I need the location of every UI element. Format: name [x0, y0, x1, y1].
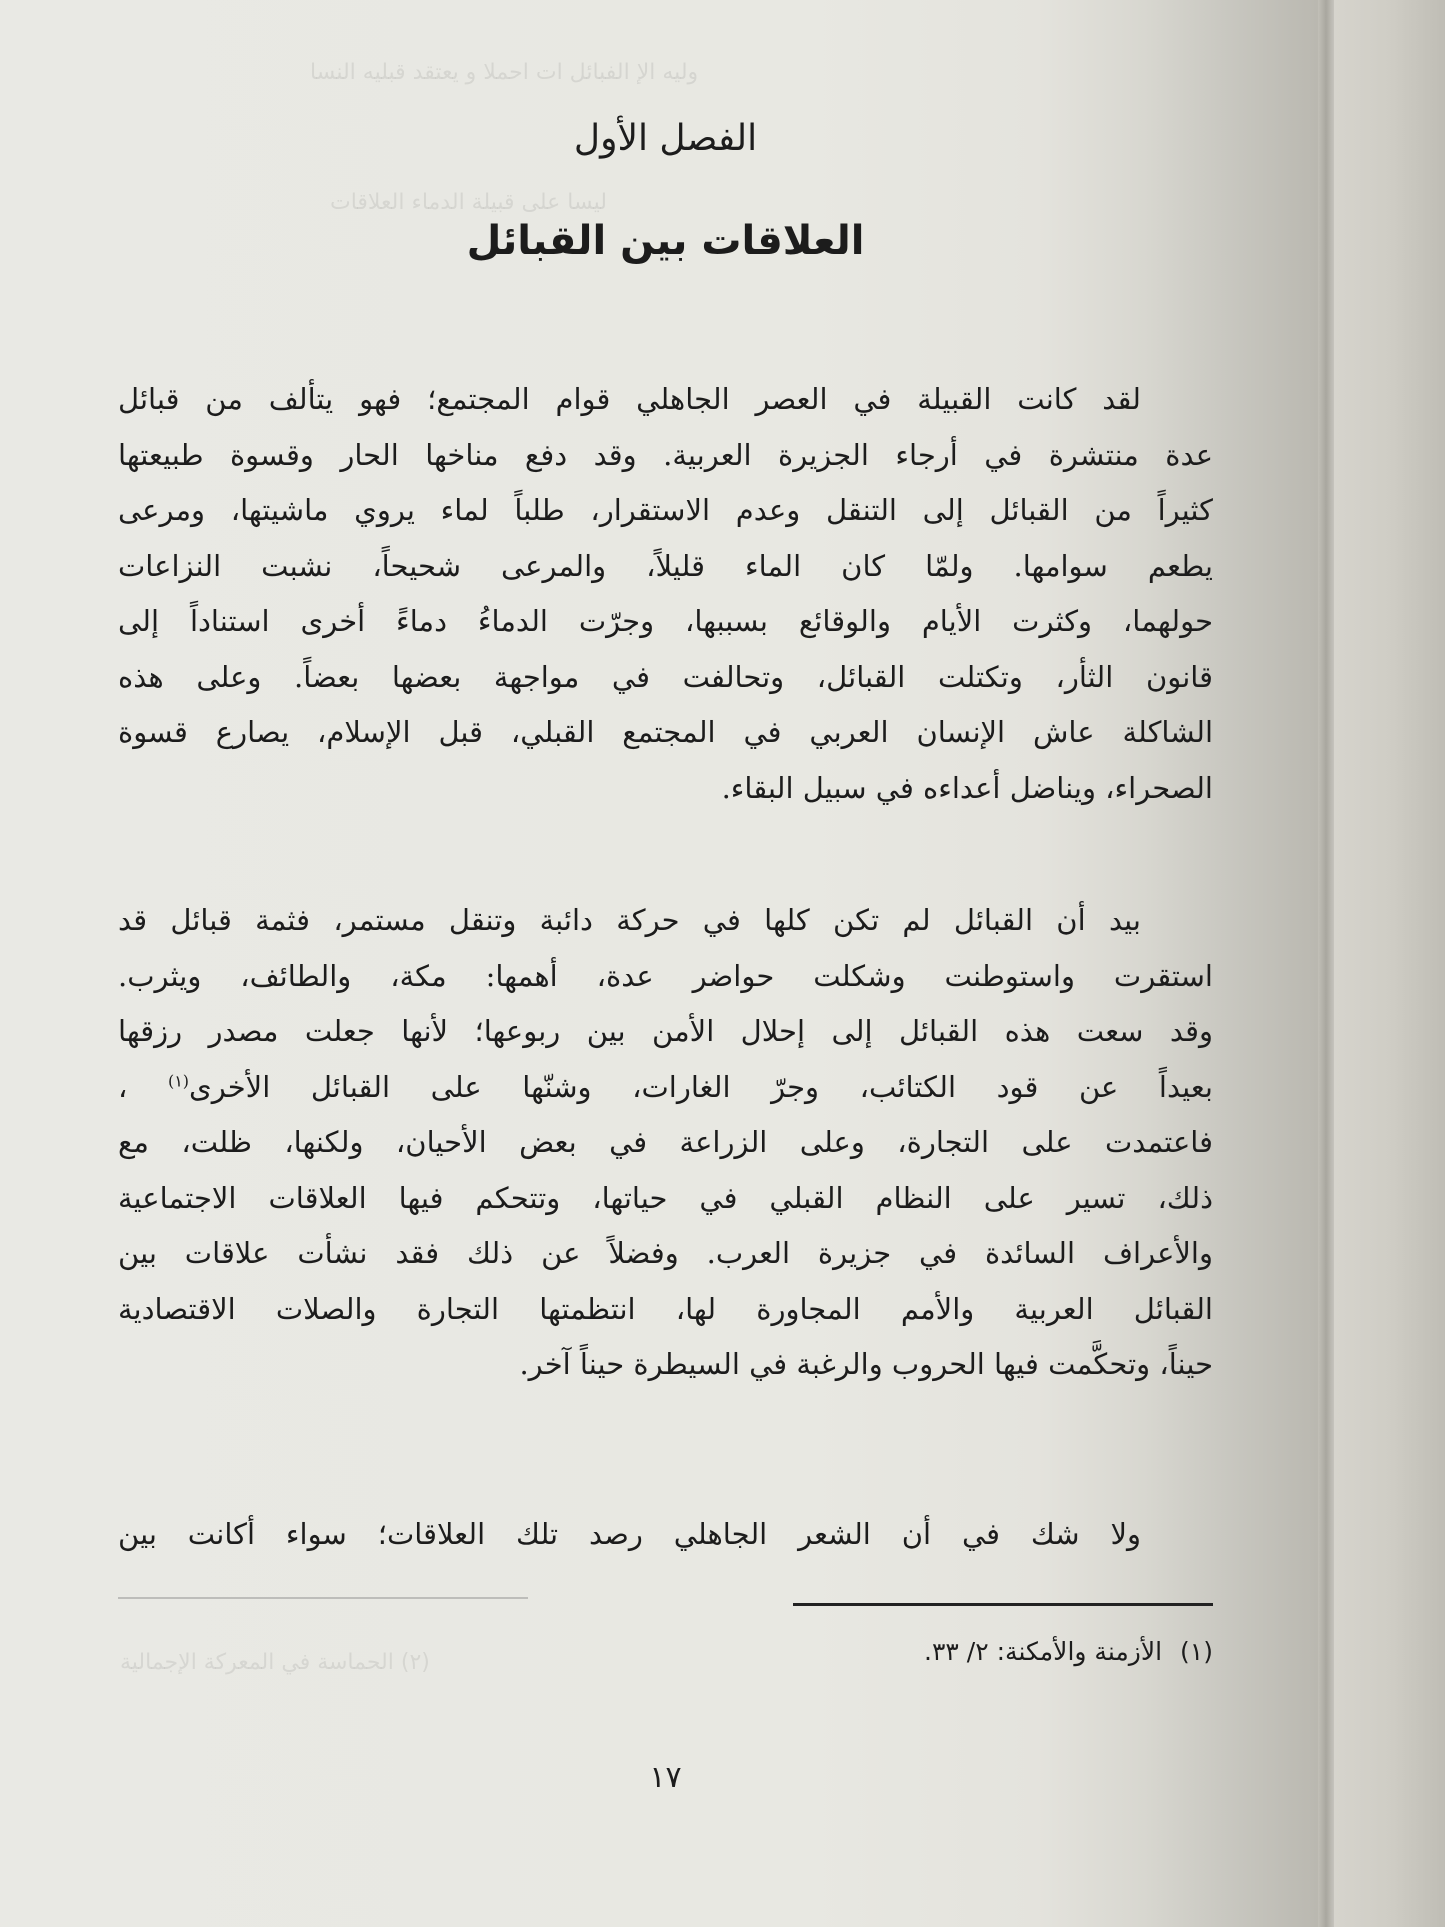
text-line: قانون الثأر، وتكتلت القبائل، وتحالفت في مواجهة بعضها بعضاً. وعلى هذه	[118, 659, 1213, 694]
page-number: ١٧	[649, 1760, 682, 1795]
text-line: ولا شك في أن الشعر الجاهلي رصد تلك العلاقات؛ سواء أكانت بين	[118, 1517, 1141, 1551]
bleed-through-text: ليسا على قبيلة الدماء العلاقات	[330, 190, 607, 215]
footnote-reference[interactable]: (١)	[167, 1070, 190, 1090]
chapter-label: الفصل الأول	[573, 118, 758, 159]
text-line: الصحراء، ويناضل أعداءه في سبيل البقاء.	[721, 770, 1213, 805]
text-line: يطعم سوامها. ولمّا كان الماء قليلاً، والمرعى شحيحاً، نشبت النزاعات	[118, 548, 1213, 583]
bleed-through-rule	[118, 1597, 528, 1599]
text-line: حيناً، وتحكَّمت فيها الحروب والرغبة في السيطرة حيناً آخر.	[519, 1347, 1213, 1381]
bleed-through-text: (٢) الحماسة في المعركة الإجمالية	[120, 1650, 430, 1675]
text-line: بيد أن القبائل لم تكن كلها في حركة دائبة وتنقل مستمر، فثمة قبائل قد	[118, 903, 1141, 937]
text-segment: بعيداً عن قود الكتائب، وجرّ الغارات، وشنّها على القبائل الأخرى	[189, 1069, 1213, 1104]
book-spine-gutter	[1318, 0, 1334, 1927]
chapter-title: العلاقات بين القبائل	[466, 218, 865, 264]
punctuation: ،	[118, 1069, 128, 1104]
footnote-1	[924, 1637, 1213, 1666]
text-line: لقد كانت القبيلة في العصر الجاهلي قوام المجتمع؛ فهو يتألف من قبائل	[118, 382, 1141, 416]
text-line: وقد سعت هذه القبائل إلى إحلال الأمن بين ربوعها؛ لأنها جعلت مصدر رزقها	[118, 1014, 1213, 1048]
adjacent-page-edge	[1334, 0, 1445, 1927]
footnote-text: الأزمنة والأمكنة: ٢/ ٣٣.	[924, 1637, 1163, 1666]
text-line: كثيراً من القبائل إلى التنقل وعدم الاستقرار، طلباً لماء يروي ماشيتها، ومرعى	[118, 493, 1213, 527]
paragraph-1	[118, 372, 1213, 816]
bleed-through-text: وليه الإ الفبائل ات احملا و يعتقد قبليه النسا	[310, 60, 699, 85]
text-line: استقرت واستوطنت وشكلت حواضر عدة، أهمها: مكة، والطائف، ويثرب.	[118, 958, 1213, 993]
text-line-with-footnote	[118, 1060, 1213, 1116]
text-line: القبائل العربية والأمم المجاورة لها، انتظمتها التجارة والصلات الاقتصادية	[118, 1291, 1213, 1326]
footnote-separator	[793, 1603, 1213, 1606]
paragraph-2	[118, 893, 1213, 1393]
text-line: الشاكلة عاش الإنسان العربي في المجتمع القبلي، قبل الإسلام، يصارع قسوة	[118, 715, 1213, 749]
text-line: والأعراف السائدة في جزيرة العرب. وفضلاً عن ذلك فقد نشأت علاقات بين	[118, 1236, 1213, 1270]
paragraph-3	[118, 1507, 1213, 1563]
footnote-number: (١)	[1180, 1637, 1213, 1666]
text-line: ذلك، تسير على النظام القبلي في حياتها، وتتحكم فيها العلاقات الاجتماعية	[118, 1180, 1213, 1215]
text-line: فاعتمدت على التجارة، وعلى الزراعة في بعض الأحيان، ولكنها، ظلت، مع	[118, 1125, 1213, 1159]
text-line: حولهما، وكثرت الأيام والوقائع بسببها، وجرّت الدماءُ دماءً أخرى استناداً إلى	[118, 604, 1213, 638]
text-line: عدة منتشرة في أرجاء الجزيرة العربية. وقد دفع مناخها الحار وقسوة طبيعتها	[118, 437, 1213, 472]
